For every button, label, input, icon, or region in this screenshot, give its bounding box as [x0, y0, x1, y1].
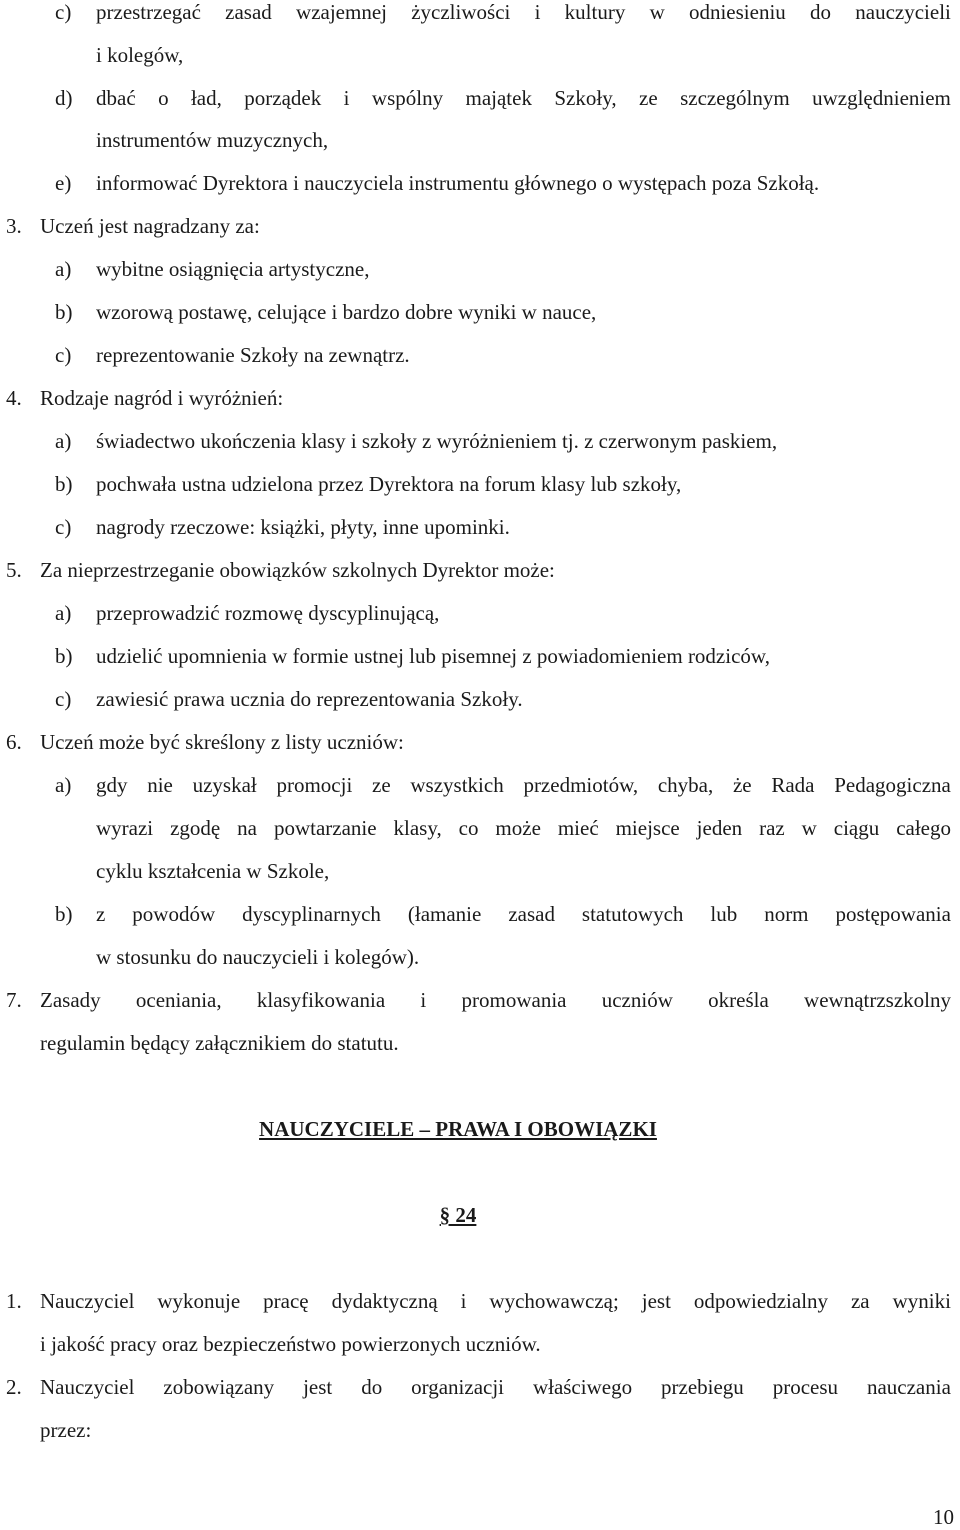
point-number: 1. — [6, 1289, 22, 1313]
word: zasad — [225, 0, 272, 24]
list-item-line: świadectwo ukończenia klasy i szkoły z wyróżnieniem tj. z czerwonym paskiem, — [96, 429, 778, 453]
word: właściwego — [532, 1375, 633, 1399]
word: przebiegu — [661, 1375, 744, 1399]
list-item-line: nagrody rzeczowe: książki, płyty, inne upominki. — [96, 515, 510, 539]
list-label: b) — [55, 300, 73, 324]
list-item-line: wybitne osiągnięcia artystyczne, — [96, 257, 370, 281]
word: wspólny — [371, 86, 444, 110]
paragraph-mark: § 24 — [439, 1203, 477, 1227]
word: w — [801, 816, 817, 840]
word: postępowania — [835, 902, 951, 926]
word: dydaktyczną — [331, 1289, 438, 1313]
chapter-heading: NAUCZYCIELE – PRAWA I OBOWIĄZKI — [259, 1117, 657, 1141]
word: na — [237, 816, 257, 840]
list-item-line: pochwała ustna udzielona przez Dyrektora na forum klasy lub szkoły, — [96, 472, 682, 496]
list-item-line: instrumentów muzycznych, — [96, 128, 329, 152]
word: w — [649, 0, 665, 24]
word: określa — [708, 988, 769, 1012]
section-number: 4. — [6, 386, 22, 410]
word: ciągu — [833, 816, 880, 840]
word: organizacji — [411, 1375, 505, 1399]
section-line: regulamin będący załącznikiem do statutu. — [40, 1031, 399, 1055]
word: zasad — [508, 902, 555, 926]
word: uzyskał — [192, 773, 257, 797]
section-text: Uczeń może być skreślony z listy uczniów: — [40, 730, 404, 754]
section-number: 5. — [6, 558, 22, 582]
word: i — [460, 1289, 467, 1313]
word: raz — [759, 816, 785, 840]
point-line: przez: — [40, 1418, 92, 1442]
list-label: a) — [55, 257, 72, 281]
list-item-line — [96, 775, 951, 796]
word: mieć — [557, 816, 599, 840]
word: dyscyplinarnych — [242, 902, 381, 926]
list-item-line: informować Dyrektora i nauczyciela instrumentu głównego o występach poza Szkołą. — [96, 171, 820, 195]
word: i — [534, 0, 541, 24]
word: oceniania, — [135, 988, 222, 1012]
word: wykonuje — [157, 1289, 241, 1313]
section-text: Uczeń jest nagradzany za: — [40, 214, 260, 238]
word: porządek — [244, 86, 322, 110]
list-label: c) — [55, 0, 72, 24]
section-text: Za nieprzestrzeganie obowiązków szkolnych Dyrektor może: — [40, 558, 555, 582]
word: pracę — [263, 1289, 309, 1313]
word: odpowiedzialny — [693, 1289, 829, 1313]
word: promowania — [461, 988, 567, 1012]
list-label: c) — [55, 687, 72, 711]
list-item-line: w stosunku do nauczycieli i kolegów). — [96, 945, 420, 969]
word: wychowawczą; — [489, 1289, 619, 1313]
word: Zasady — [40, 988, 101, 1012]
section-number: 6. — [6, 730, 22, 754]
word: Rada — [771, 773, 815, 797]
word: lub — [710, 902, 738, 926]
word: powtarzanie — [273, 816, 377, 840]
list-item-line: udzielić upomnienia w formie ustnej lub pisemnej z powiadomieniem rodziców, — [96, 644, 770, 668]
list-item-line — [96, 88, 951, 109]
word: jeden — [696, 816, 743, 840]
list-item-line — [96, 2, 951, 23]
word: z — [96, 902, 106, 926]
list-item-line: wzorową postawę, celujące i bardzo dobre wyniki w nauce, — [96, 300, 597, 324]
word: przestrzegać — [96, 0, 201, 24]
list-label: a) — [55, 601, 72, 625]
list-label: d) — [55, 86, 73, 110]
word: powodów — [132, 902, 216, 926]
word: zobowiązany — [163, 1375, 275, 1399]
list-label: a) — [55, 429, 72, 453]
list-label: b) — [55, 472, 73, 496]
word: wyrazi — [96, 816, 154, 840]
word: że — [732, 773, 752, 797]
word: procesu — [772, 1375, 839, 1399]
word: (łamanie — [407, 902, 482, 926]
section-number: 7. — [6, 988, 22, 1012]
list-label: a) — [55, 773, 72, 797]
list-item-line — [96, 904, 951, 925]
word: przedmiotów, — [523, 773, 639, 797]
word: zgodę — [170, 816, 221, 840]
word: Szkoły, — [554, 86, 617, 110]
word: i — [343, 86, 350, 110]
list-item-line: i kolegów, — [96, 43, 184, 67]
list-label: c) — [55, 515, 72, 539]
list-item-line — [96, 818, 951, 839]
page-number: 10 — [933, 1505, 954, 1529]
section-text: Rodzaje nagród i wyróżnień: — [40, 386, 284, 410]
word: chyba, — [657, 773, 714, 797]
word: ład, — [190, 86, 222, 110]
section-line — [40, 990, 951, 1011]
word: wszystkich — [410, 773, 504, 797]
list-item-line: zawiesić prawa ucznia do reprezentowania Szkoły. — [96, 687, 523, 711]
word: za — [850, 1289, 870, 1313]
word: statutowych — [581, 902, 684, 926]
word: klasyfikowania — [256, 988, 386, 1012]
word: nie — [147, 773, 173, 797]
section-number: 3. — [6, 214, 22, 238]
word: klasy, — [393, 816, 442, 840]
word: do — [810, 0, 832, 24]
word: majątek — [465, 86, 532, 110]
list-item-line: cyklu kształcenia w Szkole, — [96, 859, 330, 883]
word: Nauczyciel — [40, 1375, 135, 1399]
word: szczególnym — [680, 86, 790, 110]
word: gdy — [96, 773, 128, 797]
list-label: c) — [55, 343, 72, 367]
word: jest — [641, 1289, 671, 1313]
word: życzliwości — [411, 0, 511, 24]
point-line — [40, 1291, 951, 1312]
word: kultury — [564, 0, 626, 24]
word: Pedagogiczna — [834, 773, 951, 797]
point-number: 2. — [6, 1375, 22, 1399]
word: co — [458, 816, 479, 840]
list-label: e) — [55, 171, 72, 195]
word: nauczania — [866, 1375, 951, 1399]
word: może — [495, 816, 541, 840]
word: promocji — [276, 773, 353, 797]
word: odniesieniu — [688, 0, 786, 24]
word: Nauczyciel — [40, 1289, 135, 1313]
word: uczniów — [601, 988, 673, 1012]
word: norm — [764, 902, 809, 926]
word: dbać — [96, 86, 136, 110]
point-line: i jakość pracy oraz bezpieczeństwo powierzonych uczniów. — [40, 1332, 541, 1356]
word: nauczycieli — [855, 0, 951, 24]
list-label: b) — [55, 902, 73, 926]
word: wewnątrzszkolny — [804, 988, 951, 1012]
word: i — [420, 988, 427, 1012]
word: ze — [372, 773, 391, 797]
word: wzajemnej — [296, 0, 387, 24]
word: o — [158, 86, 169, 110]
point-line — [40, 1377, 951, 1398]
word: całego — [896, 816, 951, 840]
word: ze — [639, 86, 658, 110]
list-item-line: reprezentowanie Szkoły na zewnątrz. — [96, 343, 410, 367]
word: uwzględnieniem — [812, 86, 951, 110]
word: do — [361, 1375, 383, 1399]
word: miejsce — [615, 816, 680, 840]
list-item-line: przeprowadzić rozmowę dyscyplinującą, — [96, 601, 440, 625]
word: jest — [303, 1375, 333, 1399]
list-label: b) — [55, 644, 73, 668]
word: wyniki — [892, 1289, 951, 1313]
